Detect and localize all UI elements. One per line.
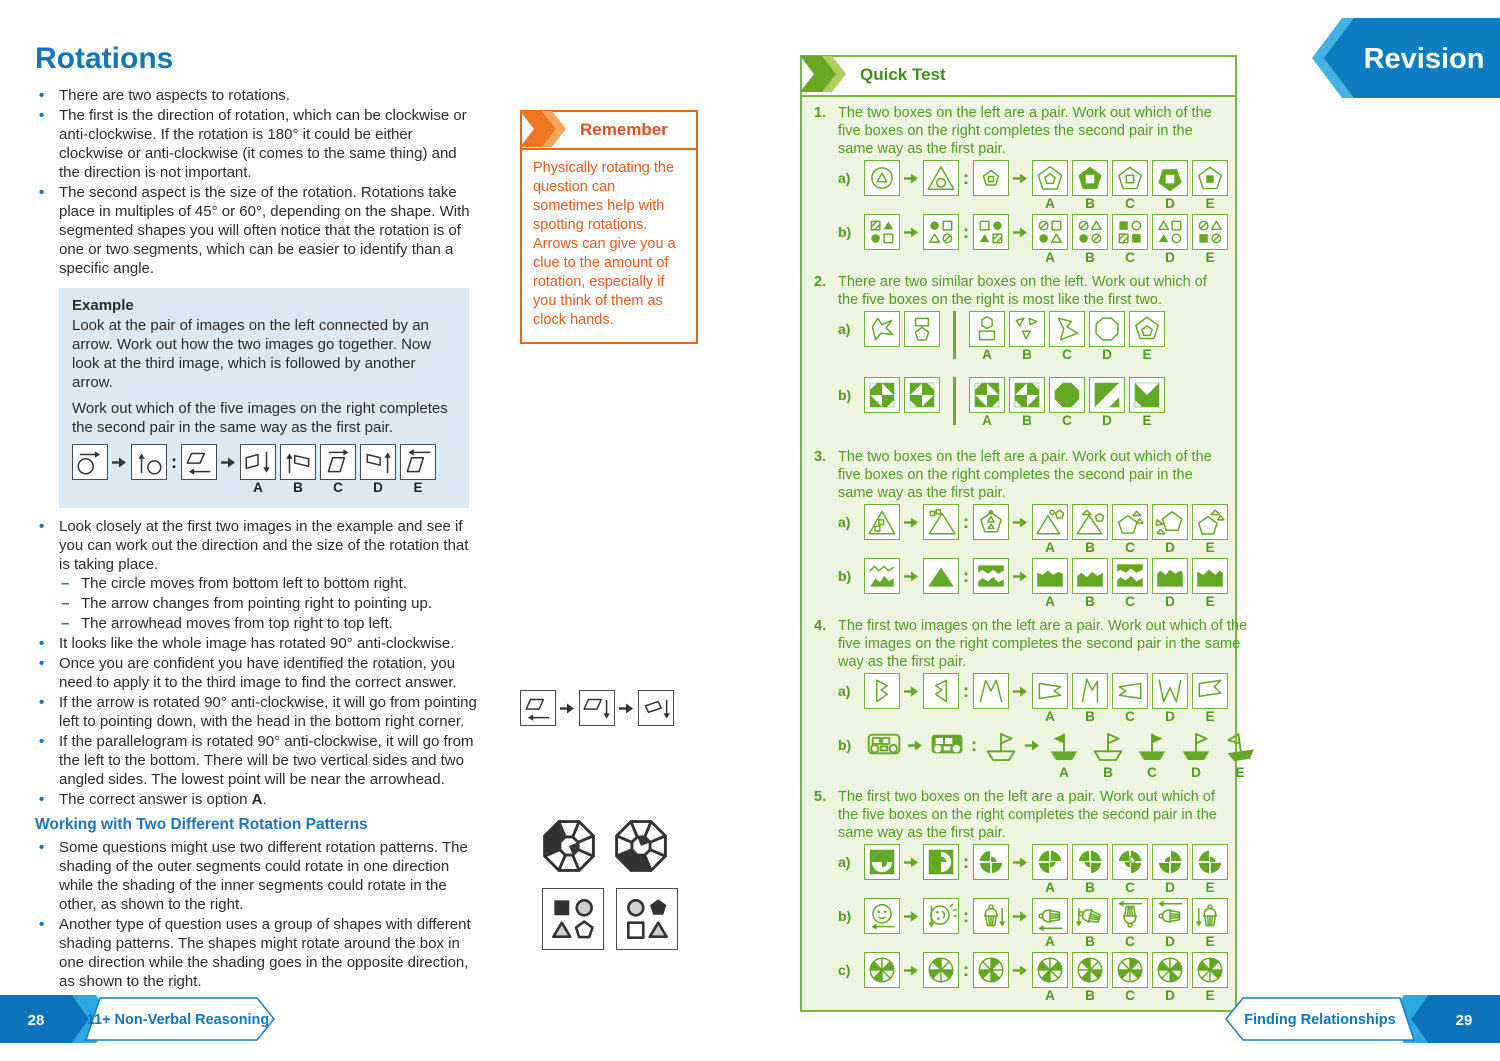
arrow-icon xyxy=(904,214,919,250)
answer-option-box xyxy=(1009,377,1045,413)
puzzle-box xyxy=(864,311,900,347)
puzzle-box xyxy=(973,558,1009,594)
middle-column xyxy=(520,110,702,1010)
option-letter: C xyxy=(1062,347,1072,362)
answer-option-box xyxy=(1112,504,1148,540)
quick-test-title: Quick Test xyxy=(860,65,946,84)
puzzle-box xyxy=(923,952,959,988)
question-part-label: c) xyxy=(838,962,851,978)
colon-separator: : xyxy=(963,565,969,586)
shaded-shapes-box xyxy=(616,888,678,950)
question-part-label: b) xyxy=(838,224,852,240)
answer-option-box xyxy=(1088,727,1128,765)
answer-option-box xyxy=(1032,673,1068,709)
answer-option-box xyxy=(1192,844,1228,880)
octagon-figure xyxy=(538,815,600,882)
answer-option-box xyxy=(1112,214,1148,250)
arrow-icon xyxy=(904,844,919,880)
puzzle-row xyxy=(838,558,1232,610)
option-letter: C xyxy=(1125,594,1135,609)
puzzle-row xyxy=(520,690,678,726)
question-part-label: b) xyxy=(838,568,852,584)
revision-banner xyxy=(1304,18,1500,103)
question-part-label: a) xyxy=(838,514,851,530)
answer-option-box xyxy=(1072,952,1108,988)
puzzle-box xyxy=(923,844,959,880)
answer-option-box xyxy=(1112,952,1148,988)
remember-box xyxy=(520,110,698,344)
puzzle-box xyxy=(864,504,900,540)
octagon-figure xyxy=(610,815,672,882)
option-letter: E xyxy=(1205,880,1215,895)
arrow-icon xyxy=(112,444,127,480)
question-part-label: b) xyxy=(838,908,852,924)
puzzle-row xyxy=(838,898,1232,950)
colon-separator: : xyxy=(171,451,177,472)
puzzle-box xyxy=(520,690,556,726)
option-letter: C xyxy=(1125,988,1135,1003)
answer-option-box xyxy=(1089,377,1125,413)
arrow-icon xyxy=(1013,952,1028,988)
puzzle-box xyxy=(72,444,108,480)
option-letter: A xyxy=(1059,765,1069,780)
arrow-icon xyxy=(908,727,923,763)
option-letter: C xyxy=(1125,250,1135,265)
option-letter: E xyxy=(1205,540,1215,555)
answer-option-box xyxy=(969,311,1005,347)
example-figure-row xyxy=(72,444,456,496)
bullet-icon: • xyxy=(39,694,45,711)
puzzle-box xyxy=(864,952,900,988)
bullet-item: • Some questions might use two different rotation patterns. The shading of the outer segments could rotate in one direction while the shading of the inner segments could rotate in the other, as shown to the right. xyxy=(39,839,468,913)
option-letter: C xyxy=(1147,765,1157,780)
question-part-label: a) xyxy=(838,170,851,186)
puzzle-box xyxy=(973,898,1009,934)
question-text: The two boxes on the left are a pair. Work out which of the five boxes on the right completes the second pair in the same way as the first pair. xyxy=(838,449,1212,501)
puzzle-row xyxy=(838,952,1232,1004)
quick-test-question xyxy=(814,273,1225,443)
answer-option-box xyxy=(1112,558,1148,594)
option-letter: D xyxy=(373,480,383,495)
quick-test-questions xyxy=(802,97,1248,1006)
section-subheading: Working with Two Different Rotation Patterns xyxy=(35,816,368,833)
puzzle-row xyxy=(838,214,1232,266)
arrow-icon xyxy=(904,898,919,934)
bullet-icon: • xyxy=(39,107,45,124)
option-letter: A xyxy=(1045,594,1055,609)
option-letter: D xyxy=(1165,540,1175,555)
puzzle-row xyxy=(838,673,1264,725)
answer-option-box xyxy=(969,377,1005,413)
option-letter: D xyxy=(1102,413,1112,428)
answer-option-box xyxy=(1032,214,1068,250)
bullet-item: • Look closely at the first two images in the example and see if you can work out the direction and the size of the rotation that is taking place. – The circle moves from bottom left to bottom right. – The arrow changes from pointing right to pointing up. – The arrowhead moves from top right to top left. xyxy=(35,517,477,633)
answer-option-box xyxy=(1009,311,1045,347)
puzzle-box xyxy=(638,690,674,726)
option-letter: C xyxy=(1125,540,1135,555)
puzzle-box xyxy=(864,844,900,880)
option-letter: B xyxy=(1022,413,1032,428)
answer-option-box xyxy=(1192,952,1228,988)
colon-separator: : xyxy=(963,680,969,701)
option-letter: A xyxy=(1045,540,1055,555)
bullet-item: • The correct answer is option A. xyxy=(39,791,267,808)
parallelogram-rotation-sequence xyxy=(520,688,678,728)
puzzle-row xyxy=(838,160,1232,212)
answer-option-box xyxy=(1044,727,1084,765)
puzzle-box xyxy=(927,727,967,765)
option-letter: C xyxy=(1125,709,1135,724)
option-letter: D xyxy=(1165,196,1175,211)
puzzle-box xyxy=(181,444,217,480)
option-letter: A xyxy=(1045,250,1055,265)
answer-option-box xyxy=(1049,311,1085,347)
example-box xyxy=(59,288,469,508)
footer-right xyxy=(1210,995,1500,1048)
answer-option-box xyxy=(1176,727,1216,765)
arrow-icon xyxy=(1013,898,1028,934)
puzzle-box xyxy=(973,214,1009,250)
option-letter: C xyxy=(1125,196,1135,211)
option-letter: C xyxy=(1062,413,1072,428)
answer-option-box xyxy=(1032,558,1068,594)
bullet-icon: • xyxy=(39,733,45,750)
quick-test-panel xyxy=(800,55,1248,1012)
arrow-icon xyxy=(904,160,919,196)
arrow-icon xyxy=(904,673,919,709)
option-letter: A xyxy=(982,413,992,428)
shaded-shape-boxes-pair xyxy=(542,888,678,950)
option-letter: E xyxy=(1205,934,1215,949)
option-letter: D xyxy=(1165,934,1175,949)
intro-bullet-list xyxy=(35,86,477,278)
answer-option-box xyxy=(1072,558,1108,594)
question-part-label: b) xyxy=(838,387,852,403)
puzzle-box xyxy=(864,673,900,709)
arrow-icon xyxy=(1013,844,1028,880)
quick-test-header xyxy=(802,57,1235,97)
question-text: The first two images on the left are a pair. Work out which of the five images on the right completes the second pair in the same way as the first pair. xyxy=(838,618,1248,670)
puzzle-box xyxy=(904,311,940,347)
option-letter: D xyxy=(1165,880,1175,895)
bullet-item: • Another type of question uses a group of shapes with different shading patterns. The shapes might rotate around the box in one direction while the shading goes in the opposite direction, as shown to the right. xyxy=(39,916,471,990)
arrow-icon xyxy=(1013,673,1028,709)
option-letter: D xyxy=(1165,709,1175,724)
puzzle-box xyxy=(904,377,940,413)
question-text: The first two boxes on the left are a pair. Work out which of the five boxes on the right completes the second pair in the same way as the first pair. xyxy=(838,789,1217,841)
puzzle-box xyxy=(864,160,900,196)
answer-option-box xyxy=(360,444,396,480)
bullet-icon: • xyxy=(39,655,45,672)
answer-option-box xyxy=(1132,727,1172,765)
bullet-icon: • xyxy=(39,791,45,808)
footer-section-left: 11+ Non-Verbal Reasoning xyxy=(86,1012,270,1028)
arrow-icon xyxy=(904,952,919,988)
bullet-icon: • xyxy=(39,839,45,856)
question-part-label: b) xyxy=(838,737,852,753)
sub-bullet-item: – The arrow changes from pointing right to pointing up. xyxy=(61,595,433,612)
option-letter: E xyxy=(1142,413,1152,428)
bullet-item: • It looks like the whole image has rotated 90° anti-clockwise. xyxy=(39,635,455,652)
banner-label: Revision xyxy=(1363,43,1485,75)
analysis-bullet-list xyxy=(35,517,477,809)
bullet-item: • If the parallelogram is rotated 90° anti-clockwise, it will go from the left to the bottom. There will be two vertical sides and two angled sides. The lowest point will be near the arrowhead. xyxy=(39,733,474,788)
colon-separator: : xyxy=(963,851,969,872)
option-letter: A xyxy=(1045,196,1055,211)
answer-option-box xyxy=(400,444,436,480)
puzzle-box xyxy=(579,690,615,726)
puzzle-box xyxy=(923,504,959,540)
page-number-left: 28 xyxy=(27,1012,45,1029)
answer-option-box xyxy=(1089,311,1125,347)
option-letter: B xyxy=(1085,988,1095,1003)
answer-option-box xyxy=(1072,673,1108,709)
answer-option-box xyxy=(1049,377,1085,413)
option-letter: B xyxy=(1085,880,1095,895)
remember-body: Physically rotating the question can sometimes help with spotting rotations. Arrows can give you a clue to the amount of rotation, especially if you think of them as clock hands. xyxy=(533,160,676,328)
answer-option-box xyxy=(1192,214,1228,250)
answer-option-box xyxy=(1032,952,1068,988)
option-letter: B xyxy=(1085,250,1095,265)
puzzle-box xyxy=(923,214,959,250)
puzzle-box xyxy=(923,558,959,594)
bullet-item: • The first is the direction of rotation, which can be clockwise or anti-clockwise. If the rotation is 180° it could be either clockwise or anti-clockwise (it comes to the same thing) and the direction is not important. xyxy=(39,107,467,181)
option-letter: E xyxy=(1235,765,1245,780)
option-letter: E xyxy=(413,480,423,495)
question-part-label: a) xyxy=(838,683,851,699)
answer-option-box xyxy=(240,444,276,480)
option-letter: D xyxy=(1102,347,1112,362)
bullet-icon: • xyxy=(39,518,45,535)
answer-option-box xyxy=(1192,673,1228,709)
footer-section-right: Finding Relationships xyxy=(1244,1012,1396,1028)
arrow-icon xyxy=(1013,504,1028,540)
arrow-icon xyxy=(1025,727,1040,763)
bullet-icon: • xyxy=(39,635,45,652)
option-letter: E xyxy=(1205,988,1215,1003)
option-letter: C xyxy=(1125,934,1135,949)
divider-bar xyxy=(953,311,956,359)
answer-option-box xyxy=(1129,377,1165,413)
option-letter: A xyxy=(1045,709,1055,724)
answer-option-box xyxy=(1032,504,1068,540)
footer-left xyxy=(0,995,290,1048)
answer-option-box xyxy=(1112,844,1148,880)
example-paragraph-1: Look at the pair of images on the left connected by an arrow. Work out how the two images go together. Now look at the third image, which is followed by another arrow. xyxy=(72,317,432,391)
option-letter: D xyxy=(1165,988,1175,1003)
option-letter: E xyxy=(1205,250,1215,265)
option-letter: A xyxy=(253,480,263,495)
puzzle-row xyxy=(838,311,1225,375)
puzzle-row xyxy=(838,377,1225,441)
quick-test-question xyxy=(814,104,1225,268)
answer-option-box xyxy=(1192,504,1228,540)
example-paragraph-2: Work out which of the five images on the right completes the second pair in the same way as the first pair. xyxy=(72,400,448,436)
arrow-icon xyxy=(1013,214,1028,250)
sub-bullet-item: – The arrowhead moves from top right to top left. xyxy=(61,615,393,632)
page-number-band-left xyxy=(0,995,89,1043)
arrow-icon xyxy=(904,504,919,540)
answer-option-box xyxy=(280,444,316,480)
colon-separator: : xyxy=(963,167,969,188)
answer-option-box xyxy=(1072,214,1108,250)
puzzle-box xyxy=(923,160,959,196)
question-number: 1. xyxy=(814,105,827,121)
puzzle-row xyxy=(838,727,1264,781)
answer-option-box xyxy=(1032,160,1068,196)
bullet-icon: • xyxy=(39,916,45,933)
left-page-content xyxy=(35,42,477,992)
option-letter: B xyxy=(1085,709,1095,724)
quick-test-question xyxy=(814,788,1225,1006)
bullet-item: • There are two aspects to rotations. xyxy=(39,87,290,104)
puzzle-box xyxy=(923,673,959,709)
green-chevron-icon xyxy=(800,55,846,93)
answer-option-box xyxy=(1072,160,1108,196)
segmented-octagon-pair xyxy=(538,815,672,882)
puzzle-row xyxy=(838,844,1232,896)
bullet-icon: • xyxy=(39,184,45,201)
answer-option-box xyxy=(1152,160,1188,196)
answer-option-box xyxy=(1072,898,1108,934)
option-letter: A xyxy=(1045,988,1055,1003)
option-letter: B xyxy=(1085,594,1095,609)
answer-option-box xyxy=(1220,727,1260,765)
puzzle-box xyxy=(864,214,900,250)
colon-separator: : xyxy=(963,905,969,926)
quick-test-question xyxy=(814,617,1248,783)
option-letter: B xyxy=(293,480,303,495)
puzzle-box xyxy=(981,727,1021,765)
question-number: 3. xyxy=(814,449,827,465)
question-text: There are two similar boxes on the left. Work out which of the five boxes on the right is most like the first two. xyxy=(838,274,1207,308)
answer-option-box xyxy=(1112,898,1148,934)
option-letter: A xyxy=(982,347,992,362)
arrow-icon xyxy=(1013,160,1028,196)
puzzle-box xyxy=(973,504,1009,540)
shaded-shapes-box xyxy=(542,888,604,950)
sub-bullet-item: – The circle moves from bottom left to bottom right. xyxy=(61,575,407,592)
option-letter: C xyxy=(333,480,343,495)
answer-option-box xyxy=(1192,898,1228,934)
answer-option-box xyxy=(1072,844,1108,880)
option-letter: B xyxy=(1085,196,1095,211)
page-number-right: 29 xyxy=(1455,1012,1473,1029)
puzzle-box xyxy=(864,377,900,413)
orange-chevron-icon xyxy=(520,110,566,148)
puzzle-box xyxy=(973,673,1009,709)
option-letter: B xyxy=(1103,765,1113,780)
option-letter: E xyxy=(1142,347,1152,362)
option-letter: A xyxy=(1045,934,1055,949)
puzzle-box xyxy=(864,898,900,934)
arrow-icon xyxy=(1013,558,1028,594)
bullet-item: • Once you are confident you have identified the rotation, you need to apply it to the third image to find the correct answer. xyxy=(39,655,457,691)
option-letter: D xyxy=(1165,594,1175,609)
answer-option-box xyxy=(1152,214,1188,250)
colon-separator: : xyxy=(971,734,977,755)
arrow-icon xyxy=(619,690,634,726)
puzzle-box xyxy=(864,558,900,594)
option-letter: E xyxy=(1205,594,1215,609)
option-letter: B xyxy=(1085,934,1095,949)
answer-option-box xyxy=(1072,504,1108,540)
page-title: Rotations xyxy=(35,42,174,75)
option-letter: A xyxy=(1045,880,1055,895)
remember-title: Remember xyxy=(580,120,668,139)
option-letter: E xyxy=(1205,709,1215,724)
answer-option-box xyxy=(1112,160,1148,196)
answer-option-box xyxy=(1192,160,1228,196)
bullet-item: • If the arrow is rotated 90° anti-clockwise, it will go from pointing left to pointing down, with the head in the bottom right corner. xyxy=(39,694,477,730)
answer-option-box xyxy=(1129,311,1165,347)
question-number: 4. xyxy=(814,618,827,634)
puzzle-row xyxy=(838,504,1232,556)
answer-option-box xyxy=(1152,673,1188,709)
arrow-icon xyxy=(221,444,236,480)
question-number: 5. xyxy=(814,789,827,805)
answer-option-box xyxy=(320,444,356,480)
colon-separator: : xyxy=(963,221,969,242)
answer-option-box xyxy=(1032,898,1068,934)
question-number: 2. xyxy=(814,274,827,290)
quick-test-question xyxy=(814,448,1225,612)
colon-separator: : xyxy=(963,511,969,532)
option-letter: D xyxy=(1165,250,1175,265)
bullet-item: • The second aspect is the size of the rotation. Rotations take place in multiples of 45° or 60°, depending on the shape. With segmented shapes you will often notice that the rotation is of one or two segments, which can be easier to identify than a specific angle. xyxy=(39,184,470,277)
answer-option-box xyxy=(1112,673,1148,709)
answer-option-box xyxy=(1032,844,1068,880)
option-letter: B xyxy=(1085,540,1095,555)
puzzle-box xyxy=(131,444,167,480)
example-title: Example xyxy=(72,297,134,314)
question-part-label: a) xyxy=(838,854,851,870)
option-letter: C xyxy=(1125,880,1135,895)
puzzle-box xyxy=(973,844,1009,880)
answer-option-box xyxy=(1192,558,1228,594)
puzzle-box xyxy=(923,898,959,934)
option-letter: E xyxy=(1205,196,1215,211)
question-part-label: a) xyxy=(838,321,851,337)
arrow-icon xyxy=(904,558,919,594)
answer-option-box xyxy=(1152,558,1188,594)
colon-separator: : xyxy=(963,959,969,980)
answer-option-box xyxy=(1152,504,1188,540)
arrow-icon xyxy=(560,690,575,726)
puzzle-box xyxy=(864,727,904,765)
puzzle-box xyxy=(973,160,1009,196)
answer-option-box xyxy=(1152,844,1188,880)
answer-option-box xyxy=(1152,952,1188,988)
bullet-icon: • xyxy=(39,87,45,104)
puzzle-box xyxy=(973,952,1009,988)
divider-bar xyxy=(953,377,956,425)
answer-option-box xyxy=(1152,898,1188,934)
pattern-bullet-list xyxy=(35,838,477,991)
option-letter: D xyxy=(1191,765,1201,780)
question-text: The two boxes on the left are a pair. Work out which of the five boxes on the right completes the second pair in the same way as the first pair. xyxy=(838,105,1212,157)
remember-header xyxy=(522,112,696,150)
option-letter: B xyxy=(1022,347,1032,362)
puzzle-row xyxy=(72,444,456,496)
